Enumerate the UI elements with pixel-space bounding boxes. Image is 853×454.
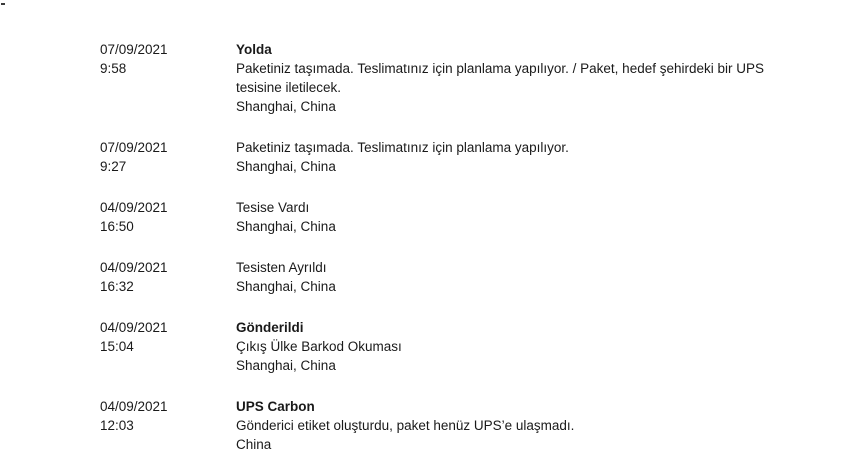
event-location: Shanghai, China xyxy=(236,99,336,114)
event-datetime xyxy=(100,198,236,236)
tracking-event xyxy=(100,198,776,236)
event-details xyxy=(236,258,336,296)
event-location: China xyxy=(236,437,272,452)
event-datetime xyxy=(100,40,236,78)
event-details xyxy=(236,40,776,116)
tracking-event xyxy=(100,397,776,454)
event-time: 9:27 xyxy=(100,159,127,174)
event-details xyxy=(236,397,574,454)
tracking-event xyxy=(100,258,776,296)
event-time: 12:03 xyxy=(100,418,134,433)
screen-edge-artifact xyxy=(1,3,5,5)
tracking-history-list xyxy=(100,40,776,454)
event-datetime xyxy=(100,258,236,296)
event-location: Shanghai, China xyxy=(236,358,336,373)
event-status-title: UPS Carbon xyxy=(236,399,315,414)
event-date: 07/09/2021 xyxy=(100,42,168,57)
event-date: 04/09/2021 xyxy=(100,260,168,275)
event-description: Paketiniz taşımada. Teslimatınız için planlama yapılıyor. / Paket, hedef şehirdeki bir UPS tesisine iletilecek. xyxy=(236,61,765,95)
event-time: 15:04 xyxy=(100,339,134,354)
event-status-title: Tesise Vardı xyxy=(236,200,310,215)
event-time: 16:50 xyxy=(100,219,134,234)
tracking-event xyxy=(100,138,776,176)
event-description: Paketiniz taşımada. Teslimatınız için planlama yapılıyor. xyxy=(236,140,569,155)
event-details xyxy=(236,198,336,236)
event-datetime xyxy=(100,138,236,176)
event-description: Gönderici etiket oluşturdu, paket henüz UPS’e ulaşmadı. xyxy=(236,418,575,433)
event-datetime xyxy=(100,397,236,435)
tracking-event xyxy=(100,40,776,116)
event-datetime xyxy=(100,318,236,356)
event-details xyxy=(236,138,569,176)
event-details xyxy=(236,318,402,375)
event-status-title: Yolda xyxy=(236,42,272,57)
event-description: Çıkış Ülke Barkod Okuması xyxy=(236,339,402,354)
event-status-title: Tesisten Ayrıldı xyxy=(236,260,327,275)
event-status-title: Gönderildi xyxy=(236,320,304,335)
event-date: 04/09/2021 xyxy=(100,200,168,215)
event-location: Shanghai, China xyxy=(236,279,336,294)
tracking-event xyxy=(100,318,776,375)
event-location: Shanghai, China xyxy=(236,159,336,174)
event-date: 04/09/2021 xyxy=(100,399,168,414)
event-time: 16:32 xyxy=(100,279,134,294)
event-date: 04/09/2021 xyxy=(100,320,168,335)
event-location: Shanghai, China xyxy=(236,219,336,234)
event-date: 07/09/2021 xyxy=(100,140,168,155)
event-time: 9:58 xyxy=(100,61,127,76)
